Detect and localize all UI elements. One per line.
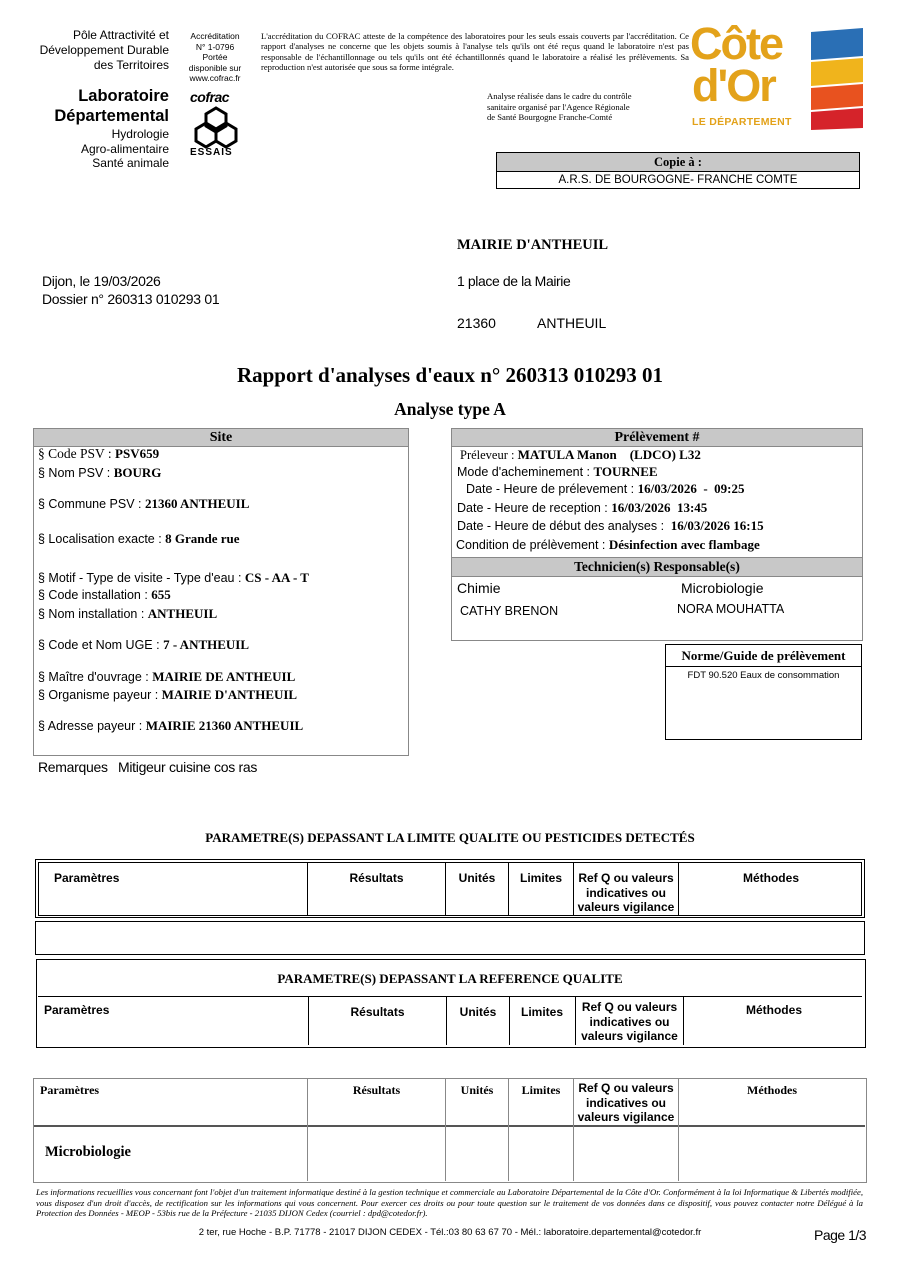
flag-stripes-icon — [809, 28, 865, 130]
org-name: Pôle Attractivité et Développement Durable des Territoires — [39, 28, 169, 72]
dossier-number: Dossier n° 260313 010293 01 — [42, 291, 220, 307]
site-row: § Nom PSV : BOURG — [38, 465, 162, 480]
divider — [573, 862, 574, 916]
divider — [683, 997, 684, 1045]
site-row: § Nom installation : ANTHEUIL — [38, 606, 218, 621]
accreditation-info: Accréditation N° 1-0796 Portée disponible sur www.cofrac.fr — [188, 31, 242, 83]
norm-value: FDT 90.520 Eaux de consommation — [687, 670, 840, 681]
section1-header-param: Paramètres — [54, 871, 120, 885]
site-row: § Maître d'ouvrage : MAIRIE DE ANTHEUIL — [38, 669, 296, 684]
tech-micro-name: NORA MOUHATTA — [677, 602, 785, 616]
tech-micro-label: Microbiologie — [681, 580, 764, 596]
footer-address: 2 ter, rue Hoche - B.P. 71778 - 21017 DIJON CEDEX - Tél.:03 80 63 67 70 - Mél.: laboratoire.departemental@cotedor.fr — [198, 1227, 702, 1238]
privacy-notice: Les informations recueillies vous concernant font l'objet d'un traitement informatique destiné à la gestion technique et commerciale au Laboratoire Départemental de la Côte d'Or. Conformément à la loi Informatique & Libertés modifiée, vous disposez d'un droit d'accès, de rectification sur les informations qui vous concernent. Pour exercer ces droits ou pour toute question sur le traitement de vos données dans ce dispositif, vous pouvez contacter notre Délégué à la Protection des Données - MEOP - 53bis rue de la Préfecture - 21035 DIJON Cedex (courriel : dpd@cotedor.fr). — [36, 1187, 863, 1219]
technician-title: Technicien(s) Responsable(s) — [452, 557, 862, 577]
divider — [678, 1079, 679, 1181]
section1-header-result: Résultats — [349, 871, 404, 885]
ars-note: Analyse réalisée dans le cadre du contrôle sanitaire organisé par l'Agence Régionale de Santé Bourgogne Franche-Comté — [487, 91, 632, 122]
site-row: § Motif - Type de visite - Type d'eau : CS - AA - T — [38, 570, 309, 585]
copy-box — [496, 152, 860, 189]
section2-header-param: Paramètres — [44, 1003, 110, 1017]
section2-title: PARAMETRE(S) DEPASSANT LA REFERENCE QUALITE — [277, 971, 623, 986]
section3-header-ref: Ref Q ou valeurs indicatives ou valeurs vigilance — [577, 1081, 675, 1124]
divider — [509, 997, 510, 1045]
section1-header-limit: Limites — [519, 871, 562, 885]
section3-header-method: Méthodes — [747, 1083, 797, 1097]
divider — [308, 997, 309, 1045]
tech-chem-label: Chimie — [457, 580, 501, 596]
recipient-city: ANTHEUIL — [537, 315, 607, 331]
copy-recipient: A.R.S. DE BOURGOGNE- FRANCHE COMTE — [558, 174, 798, 186]
sampling-title: Prélèvement # — [452, 429, 862, 447]
divider — [34, 1125, 865, 1127]
cofrac-hexagon-icon — [190, 105, 242, 149]
lab-domains: Hydrologie Agro-alimentaire Santé animale — [80, 127, 169, 170]
section3-header-unit: Unités — [460, 1083, 494, 1097]
section3-header-limit: Limites — [521, 1083, 561, 1097]
section1-title: PARAMETRE(S) DEPASSANT LA LIMITE QUALITE OU PESTICIDES DETECTÉS — [205, 830, 695, 845]
sampling-row: Date - Heure de début des analyses : 16/03/2026 16:15 — [457, 518, 764, 533]
recipient-name: MAIRIE D'ANTHEUIL — [457, 237, 609, 253]
sampling-row: Date - Heure de reception : 16/03/2026 13:45 — [457, 500, 708, 515]
microbiology-group: Microbiologie — [45, 1144, 131, 1160]
section1-empty-row — [35, 921, 865, 955]
page-number: Page 1/3 — [814, 1227, 867, 1243]
site-row: § Code PSV : PSV659 — [38, 446, 160, 461]
tech-chem-name: CATHY BRENON — [460, 604, 559, 618]
section3-header-result: Résultats — [352, 1083, 401, 1097]
section1-header-method: Méthodes — [742, 871, 799, 885]
divider — [445, 1079, 446, 1181]
remarks-value: Mitigeur cuisine cos ras — [118, 759, 258, 775]
divider — [307, 1079, 308, 1181]
section2-header-result: Résultats — [350, 1005, 405, 1019]
lab-name: Laboratoire Départemental Hydrologie Agro-alimentaire Santé animale — [54, 87, 169, 170]
section2-header-method: Méthodes — [745, 1003, 802, 1017]
report-subtitle: Analyse type A — [394, 399, 506, 419]
norm-box — [665, 644, 862, 740]
divider — [445, 862, 446, 916]
cote-dor-logo: Côte d'Or LE DÉPARTEMENT — [690, 28, 866, 130]
site-row: § Localisation exacte : 8 Grande rue — [38, 531, 240, 546]
report-title: Rapport d'analyses d'eaux n° 260313 010293 01 — [236, 363, 664, 387]
divider — [307, 862, 308, 916]
divider — [575, 997, 576, 1045]
divider — [508, 862, 509, 916]
cofrac-statement: L'accréditation du COFRAC atteste de la compétence des laboratoires pour les seuls essais couverts par l'accréditation. Ce rapport d'analyses ne concerne que les objets soumis à l'analyse tels qu'ils ont été reçus quand le laboratoire n'est pas responsable de l'échantillonnage ou tels qu'ils ont été échantillonnés quand le laboratoire a réalisé les prélèvements. Sa reproduction n'est autorisée que sous sa forme intégrale. — [261, 31, 689, 73]
site-row: § Commune PSV : 21360 ANTHEUIL — [38, 496, 250, 511]
site-row: § Organisme payeur : MAIRIE D'ANTHEUIL — [38, 687, 298, 702]
section1-header-unit: Unités — [458, 871, 496, 885]
cofrac-logo: cofrac ESSAIS — [190, 90, 242, 164]
divider — [678, 862, 679, 916]
section1-header-ref: Ref Q ou valeurs indicatives ou valeurs vigilance — [577, 871, 675, 914]
section2-header-limit: Limites — [520, 1005, 563, 1019]
section3-header-param: Paramètres — [40, 1083, 100, 1097]
sampling-row: Date - Heure de prélevement : 16/03/2026 - 09:25 — [466, 481, 745, 496]
recipient-street: 1 place de la Mairie — [457, 273, 571, 289]
norm-title: Norme/Guide de prélèvement — [666, 645, 861, 667]
divider — [446, 997, 447, 1045]
site-row: § Code installation : 655 — [38, 587, 171, 602]
remarks-label: Remarques — [38, 759, 108, 775]
section2-header-ref: Ref Q ou valeurs indicatives ou valeurs vigilance — [581, 1000, 678, 1043]
section2-header-unit: Unités — [459, 1005, 497, 1019]
site-row: § Code et Nom UGE : 7 - ANTHEUIL — [38, 637, 250, 652]
sampling-row: Mode d'acheminement : TOURNEE — [457, 464, 658, 479]
recipient-postcode: 21360 — [457, 315, 496, 331]
sampling-row: Condition de prélèvement : Désinfection avec flambage — [456, 537, 760, 552]
divider — [573, 1079, 574, 1181]
site-row: § Adresse payeur : MAIRIE 21360 ANTHEUIL — [38, 718, 304, 733]
copy-title: Copie à : — [497, 153, 859, 172]
place-date: Dijon, le 19/03/2026 — [42, 273, 161, 289]
sampling-row: Préleveur : MATULA Manon (LDCO) L32 — [460, 447, 701, 462]
divider — [38, 996, 862, 997]
divider — [508, 1079, 509, 1181]
site-title: Site — [34, 429, 408, 447]
